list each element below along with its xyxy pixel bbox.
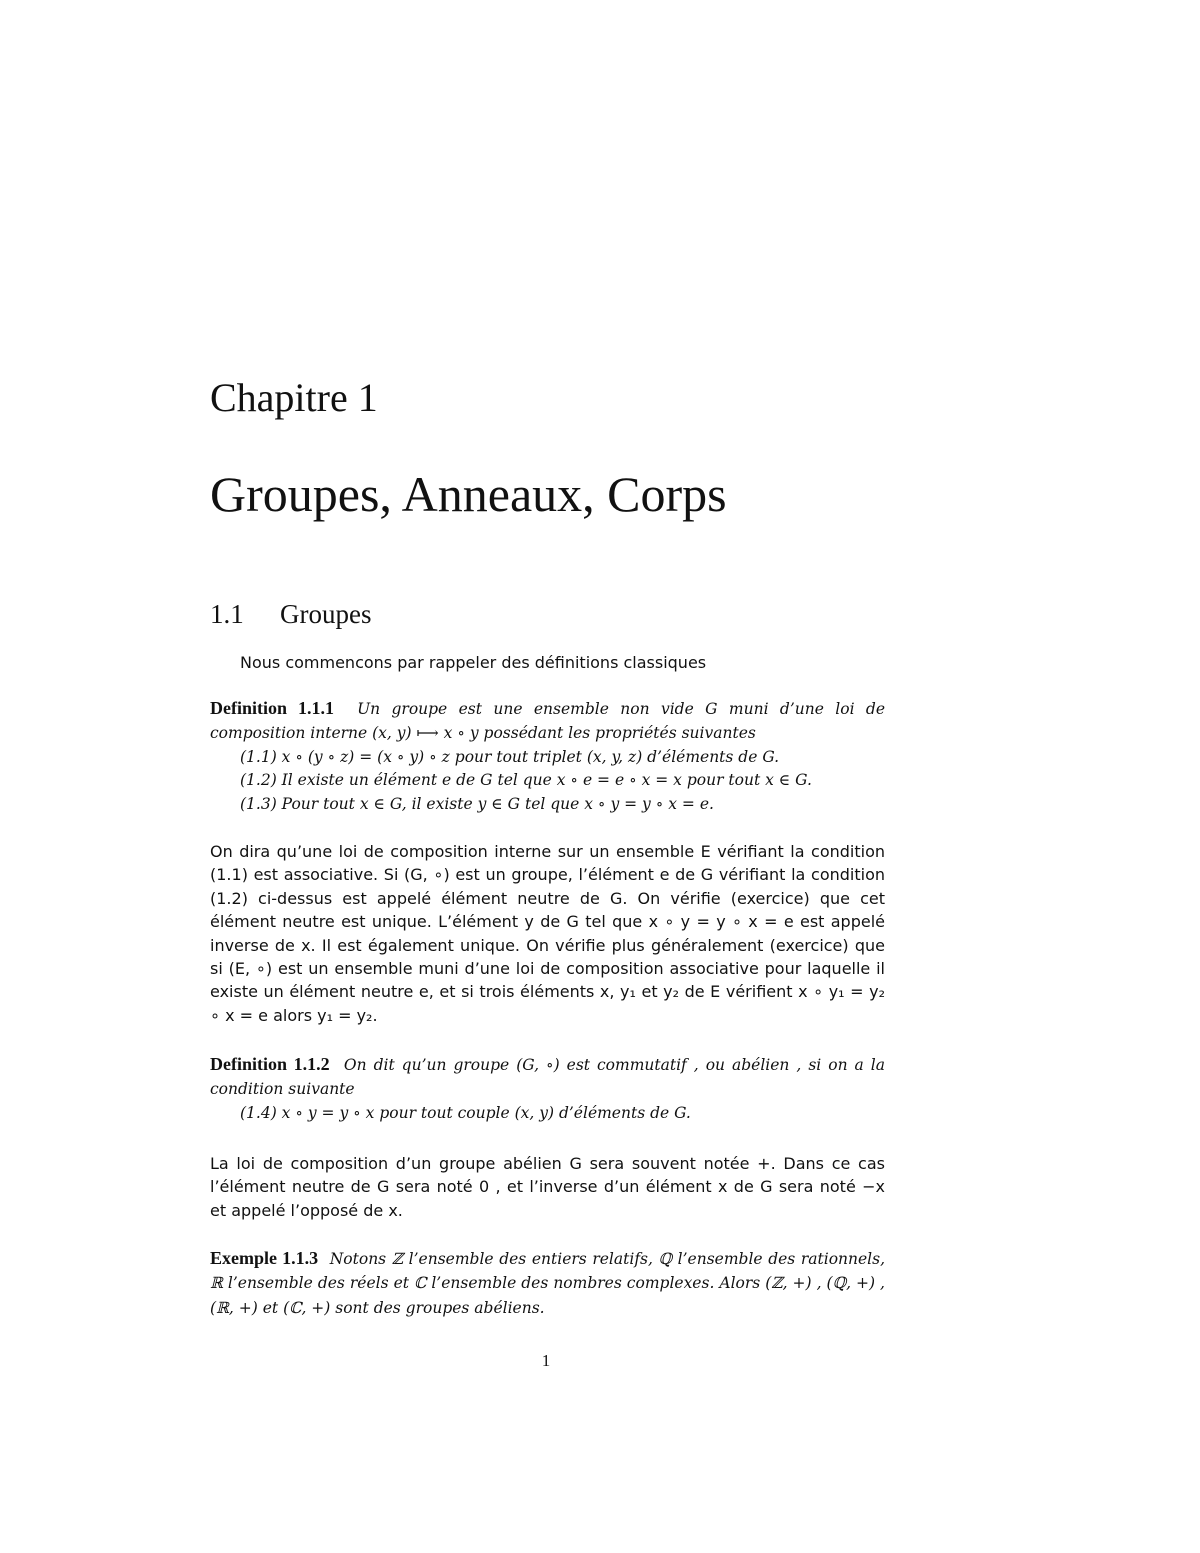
example-statement: Notons ℤ l’ensemble des entiers relatifs, ℚ l’ensemble des rationnels, ℝ l’ensemble des réels et ℂ l’ensemble des nombres complexes. Alors (ℤ, +) , (ℚ, +) , (ℝ, +) et (ℂ, +) sont des groupes abéliens. [210, 1250, 886, 1317]
section-heading [210, 598, 371, 630]
section-number: 1.1 [210, 599, 244, 629]
section-title: Groupes [280, 599, 372, 629]
page-number: 1 [541, 1351, 551, 1370]
definition-statement: On dit qu’un groupe (G, ∘) est commutatif , ou abélien , si on a la condition suivante [210, 1056, 885, 1099]
definition-condition: (1.3) Pour tout x ∈ G, il existe y ∈ G tel que x ∘ y = y ∘ x = e. [240, 794, 714, 813]
definition-statement: Un groupe est une ensemble non vide G muni d’une loi de composition interne (x, y) ⟼ x ∘ y possédant les propriétés suivantes [210, 700, 886, 743]
body-paragraph: On dira qu’une loi de composition interne sur un ensemble E vérifiant la condition (1.1) est associative. Si (G, ∘) est un groupe, l’élément e de G vérifiant la condition (1.2) ci-dessus est appelé élément neutre de G. On vérifie (exercice) que cet élément neutre est unique. L’élément y de G tel que x ∘ y = y ∘ x = e est appelé inverse de x. Il est également unique. On vérifie plus généralement (exercice) que si (E, ∘) est un ensemble muni d’une loi de composition associative pour laquelle il existe un élément neutre e, et si trois éléments x, y₁ et y₂ de E vérifient x ∘ y₁ = y₂ ∘ x = e alors y₁ = y₂. [210, 842, 885, 1025]
definition-condition: (1.1) x ∘ (y ∘ z) = (x ∘ y) ∘ z pour tout triplet (x, y, z) d’éléments de G. [240, 747, 780, 766]
definition-condition: (1.2) Il existe un élément e de G tel que x ∘ e = e ∘ x = x pour tout x ∈ G. [240, 771, 812, 790]
chapter-label: Chapitre 1 [210, 375, 378, 420]
intro-paragraph: Nous commencons par rappeler des définitions classiques [240, 653, 707, 672]
definition-label: Definition 1.1.1 [210, 698, 334, 718]
definition-condition: (1.4) x ∘ y = y ∘ x pour tout couple (x, y) d’éléments de G. [240, 1103, 691, 1122]
chapter-title: Groupes, Anneaux, Corps [210, 466, 727, 522]
example-label: Exemple 1.1.3 [210, 1248, 319, 1268]
body-paragraph: La loi de composition d’un groupe abélien G sera souvent notée +. Dans ce cas l’élément neutre de G sera noté 0 , et l’inverse d’un élément x de G sera noté −x et appelé l’opposé de x. [210, 1154, 885, 1220]
definition-label: Definition 1.1.2 [210, 1054, 330, 1074]
example-block [210, 1247, 885, 1320]
definition-block-2 [210, 1053, 885, 1125]
definition-block-1 [210, 697, 885, 816]
